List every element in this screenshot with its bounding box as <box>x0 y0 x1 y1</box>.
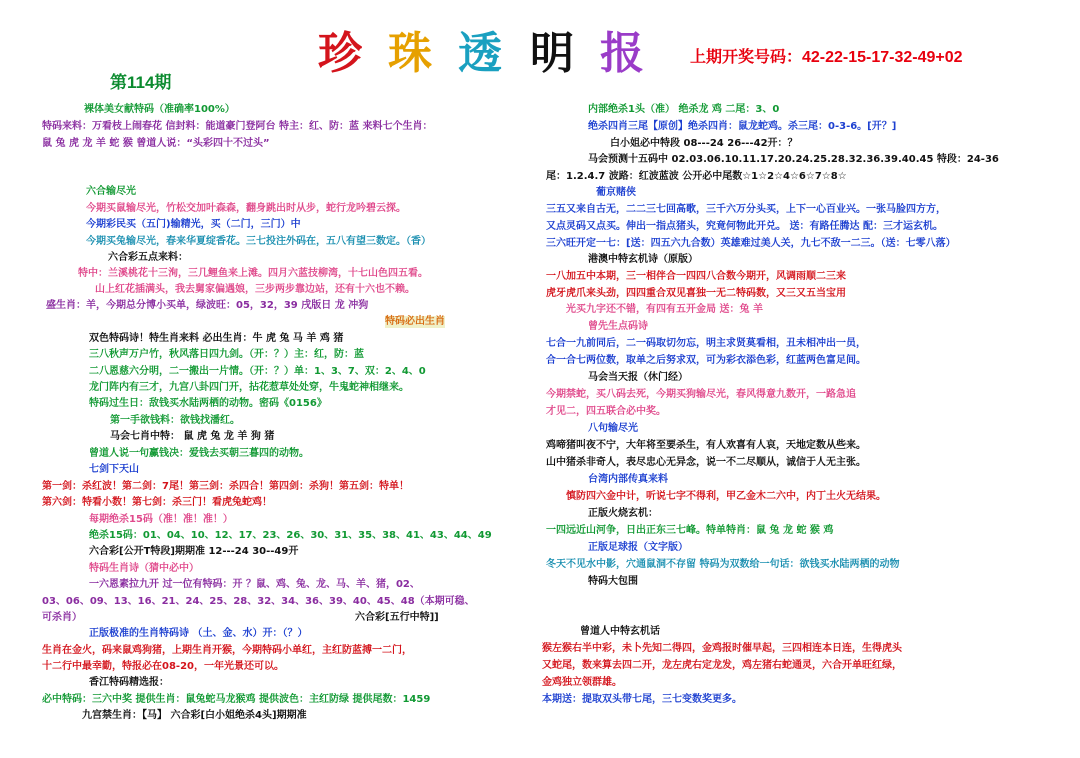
text-line: 鸡啼猪叫夜不宁，大年将至要杀生，有人欢喜有人哀，天地定数从些来。 <box>546 440 866 451</box>
text-line: 七剑下天山 <box>89 464 139 475</box>
text-line: 台湾内部传真来料 <box>588 474 668 485</box>
text-line: 今期彩民买（五门)输精光，买（二门，三门）中 <box>86 219 301 230</box>
text-line: 九宫禁生肖：【马】 六合彩[白小姐绝杀4头]期期准 <box>82 710 307 721</box>
text-line: 龙门阵内有三才，九宫八卦四门开，拈花惹草处处穿，牛鬼蛇神相继来。 <box>89 382 409 393</box>
text-line: 第一剑：杀红波！第二剑：7尾！第三剑：杀四合！第四剑：杀狗！第五剑：特单！ <box>42 481 409 492</box>
issue-number: 第114期 <box>110 73 172 92</box>
text-line: 正版火烧玄机： <box>588 508 658 519</box>
text-line: 才见二，四五联合必中奖。 <box>546 406 666 417</box>
text-line: 可杀肖） <box>42 612 82 623</box>
masthead-char: 报 <box>600 28 644 79</box>
text-line: 三五又来自古无，二二三七回高歌，三千六万分头买，上下一心百业兴。一张马脸四方方， <box>546 204 946 215</box>
text-line: 绝杀15码：01、04、10、12、17、23、26、30、31、35、38、41、43、44、49 <box>89 530 492 541</box>
text-line: 今期禁蛇，买八码去死，今期买狗输尽光，春风得意九数开，一路急追 <box>546 389 856 400</box>
text-line: 生肖在金火，码来鼠鸡狗猪，上期生肖开猴，今期特码小单红，主红防蓝搏一二门， <box>42 645 412 656</box>
text-line: 正版足球报（文字版） <box>588 542 688 553</box>
text-line: 六合彩[公开T特段]期期准 12---24 30--49开 <box>89 546 299 557</box>
text-line: 正版极准的生肖特码诗 （土、金、水）开：（？） <box>89 628 308 639</box>
text-line: 白小姐必中特段 08---24 26---42开：？ <box>610 138 798 149</box>
text-line: 第六剑：特看小数！第七剑：杀三门！看虎兔蛇鸡！ <box>42 497 272 508</box>
text-line: 一四远近山河争，日出正东三七峰。特单特肖：鼠 兔 龙 蛇 猴 鸡 <box>546 525 834 536</box>
text-line: 冬天不见水中影，穴通鼠洞不存留 特码为双数给一句话：欲钱买水陆两栖的动物 <box>546 559 900 570</box>
text-line: 港澳中特玄机诗（原版） <box>588 254 698 265</box>
text-line: 六合彩五点来料： <box>108 252 188 263</box>
text-line: 马会当天报（休门经） <box>588 372 688 383</box>
text-line: 内部绝杀1头（准） 绝杀龙 鸡 二尾：3、0 <box>588 104 780 115</box>
text-line: 葡京赌侠 <box>596 187 636 198</box>
text-line: 山上红花插满头，我去舅家偏遇娘，三步两步靠边站，还有十六也不赖。 <box>95 284 415 295</box>
text-line: 猴左猴右半中彩，未卜先知二得四，金鸡报时催早起，三四相连本日连，生得虎头 <box>542 643 902 654</box>
text-line: 虎牙虎爪来头劲，四四重合双见喜独一无二特码数，又三又五当宝用 <box>546 288 846 299</box>
text-line: 裸体美女献特码（准确率100%） <box>84 104 235 115</box>
text-line: 今期买兔输尽光，春来华夏绽香花。三七投注外码在，五八有望三数定。（香） <box>86 236 431 247</box>
text-line: 山中猪杀非奇人，表尽忠心无异念，说一不二尽顺从，诚信于人无主张。 <box>546 457 866 468</box>
text-line: 盛生肖：羊，今期总分博小买单，绿波旺：05，32，39 戌版日 龙 冲狗 <box>46 300 369 311</box>
text-line: 六合彩[五行中特]] <box>355 612 439 623</box>
text-line: 绝杀四肖三尾【原创】绝杀四肖：鼠龙蛇鸡。杀三尾：0-3-6。[开？] <box>588 121 897 132</box>
text-line: 特中：兰溪桃花十三洵，三几鲤鱼来上滩。四月六蓝技柳湾，十七山色四五看。 <box>78 268 428 279</box>
text-line: 慎防四六金中计，听说七字不得利，甲乙金木二六中，内丁土火无结果。 <box>566 491 886 502</box>
text-line: 又蛇尾，数来算去四二开，龙左虎右定龙发，鸡左猪右蛇通灵，六合开单旺红绿， <box>542 660 902 671</box>
masthead-char: 明 <box>530 28 574 79</box>
text-line: 03、06、09、13、16、21、24、25、28、32、34、36、39、40、45、48（本期可稳、 <box>42 596 475 607</box>
text-line: 一八加五中本期，三一相伴合一四四八合数今期开，风调雨顺二三来 <box>546 271 846 282</box>
text-line: 曾道人中特玄机话 <box>580 626 660 637</box>
text-line: 鼠 兔 虎 龙 羊 蛇 猴 曾道人说：“头彩四十不过头” <box>42 138 270 149</box>
masthead-char: 珍 <box>318 28 362 79</box>
text-line: 八句输尽光 <box>588 423 638 434</box>
text-line: 双色特码诗！特生肖来料 必出生肖：牛 虎 兔 马 羊 鸡 猪 <box>89 333 344 344</box>
text-line: 特码过生日：敌钱买水陆两栖的动物。密码《0156》 <box>89 398 327 409</box>
text-line: 一六恩素拉九开 过一位有特码：开 ？鼠、鸡、兔、龙、马、羊、猪，02、 <box>89 579 420 590</box>
text-line: 每期绝杀15码（准！准！准！） <box>89 514 233 525</box>
text-line: 马会七肖中特： 鼠 虎 兔 龙 羊 狗 猪 <box>110 431 275 442</box>
text-line: 六合输尽光 <box>86 186 136 197</box>
text-line: 特码必出生肖 <box>385 316 445 327</box>
text-line: 七合一九前同后，二一码取切勿忘，明主求贤莫看相，丑未相冲出一员， <box>546 338 866 349</box>
text-line: 香江特码精选报： <box>89 677 169 688</box>
text-line: 马会预测十五码中 02.03.06.10.11.17.20.24.25.28.32.36.39.40.45 特段：24-36 <box>588 154 999 165</box>
masthead-char: 透 <box>458 28 502 79</box>
text-line: 本期送：提取双头带七尾，三七变数奖更多。 <box>542 694 742 705</box>
text-line: 三八秋声万户竹，秋风落日四九剑。（开：？）主：红，防：蓝 <box>89 349 364 360</box>
text-line: 金鸡独立领群雄。 <box>542 677 622 688</box>
text-line: 三六旺开定一七：[送：四五六九合数）英雄难过美人关，九七不敌一二三。（送：七零八落） <box>546 238 956 249</box>
text-line: 今期买鼠输尽光，竹松交加叶森森，翻身跳出时从步，蛇行龙吟碧云探。 <box>86 203 406 214</box>
text-line: 特码生肖诗（猜中必中） <box>89 563 199 574</box>
text-line: 二八恩慈六分明，二一搬出一片情。（开：？）单：1、3、7、双：2、4、0 <box>89 366 426 377</box>
text-line: 又点灵码又点买。伸出一指点猪头，究竟何物此开兑。 送：有路任腾达 配：三才运玄机。 <box>546 221 943 232</box>
text-line: 曾道人说一句赢钱决：爱钱去买朝三暮四的动物。 <box>89 448 309 459</box>
text-line: 特码来料：万看枝上闹春花 信封料：能道豪门登阿台 特主：红、防：蓝 来料七个生肖： <box>42 121 433 132</box>
text-line: 光买九字还不错，有四有五开金局 送：兔 羊 <box>566 304 763 315</box>
text-line: 十二行中最幸勤，特报必在08-20，一年光景还可以。 <box>42 661 284 672</box>
last-draw-numbers: 上期开奖号码：42-22-15-17-32-49+02 <box>690 49 963 66</box>
text-line: 合一合七两位数，取单之后努求双，可为彩衣添色彩，红蓝两色富足间。 <box>546 355 866 366</box>
text-line: 尾：1.2.4.7 波路：红波蓝波 公开必中尾数☆1☆2☆4☆6☆7☆8☆ <box>546 171 847 182</box>
text-line: 必中特码：三六中奖 提供生肖：鼠兔蛇马龙猴鸡 提供波色：主红防绿 提供尾数：1459 <box>42 694 431 705</box>
text-line: 特码大包围 <box>588 576 638 587</box>
text-line: 第一手欲钱料：欲钱找潘红。 <box>110 415 240 426</box>
masthead-char: 珠 <box>388 28 432 79</box>
text-line: 曾先生点码诗 <box>588 321 648 332</box>
